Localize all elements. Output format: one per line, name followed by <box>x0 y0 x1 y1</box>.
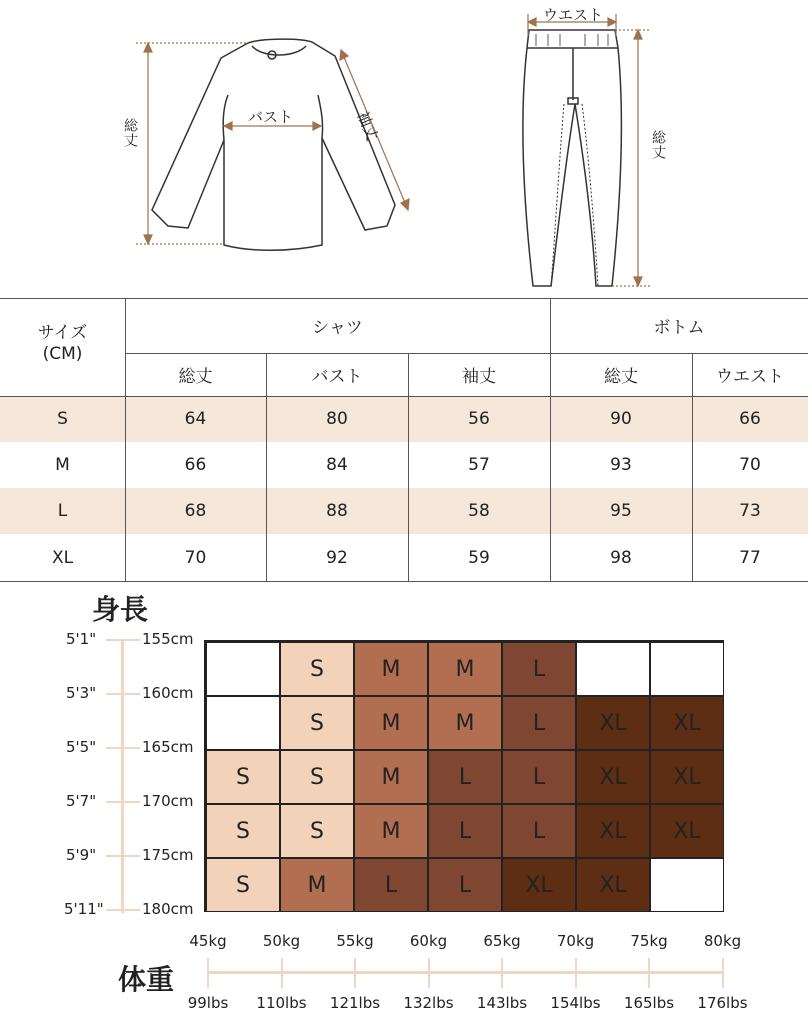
weight-lbs-label: 154lbs <box>550 994 601 1012</box>
weight-kg-label: 60kg <box>409 932 448 950</box>
height-tick <box>106 747 140 749</box>
table-cell: 70 <box>739 455 761 475</box>
table-cell: 58 <box>468 501 490 521</box>
size-table <box>0 298 808 582</box>
unit-label: (CM) <box>42 344 83 364</box>
weight-lbs-label: 165lbs <box>623 994 675 1012</box>
weight-kg-label: 55kg <box>336 932 374 950</box>
size-grid-cell: L <box>502 642 576 696</box>
size-grid-cell: S <box>280 750 354 804</box>
pants-measure-lines <box>528 14 650 286</box>
size-grid-cell: S <box>280 804 354 858</box>
weight-lbs-label: 121lbs <box>329 994 381 1012</box>
size-grid-cell: M <box>354 642 428 696</box>
weight-kg-label: 70kg <box>556 932 595 950</box>
height-tick <box>106 639 140 641</box>
height-cm-label: 155cm <box>142 630 194 648</box>
size-grid-cell: S <box>280 642 354 696</box>
size-grid-cell: XL <box>502 858 576 912</box>
size-grid-cell <box>650 858 724 912</box>
pants-drawing <box>523 30 621 286</box>
height-tick <box>106 909 140 911</box>
size-grid-cell: S <box>206 804 280 858</box>
size-grid-cell: XL <box>576 696 650 750</box>
height-tick <box>106 855 140 857</box>
height-cm-label: 160cm <box>142 684 194 702</box>
weight-lbs-label: 132lbs <box>403 994 454 1012</box>
weight-tick <box>281 958 283 988</box>
weight-lbs-label: 110lbs <box>256 994 307 1012</box>
size-grid-cell: XL <box>650 804 724 858</box>
size-cell: S <box>57 409 68 429</box>
table-cell: 88 <box>326 501 348 521</box>
table-cell: 68 <box>184 501 207 521</box>
size-grid-cell: XL <box>650 750 724 804</box>
weight-kg-label: 45kg <box>189 932 227 950</box>
size-grid-cell: L <box>354 858 428 912</box>
table-cell: 77 <box>739 547 761 568</box>
weight-lbs-label: 99lbs <box>187 994 229 1012</box>
size-grid-cell: M <box>428 696 502 750</box>
height-ft-label: 5'7" <box>66 792 97 810</box>
height-tick <box>106 693 140 695</box>
pants-waist-label: ウエスト <box>543 6 604 24</box>
height-ft-label: 5'1" <box>66 630 97 648</box>
size-grid-cell: L <box>502 696 576 750</box>
size-grid-cell: L <box>502 804 576 858</box>
garment-illustration <box>0 0 808 298</box>
table-cell: 84 <box>326 455 348 475</box>
shirt-bust-label: バスト <box>248 108 294 126</box>
height-ft-label: 5'9" <box>66 846 97 864</box>
size-grid <box>204 640 724 912</box>
size-cell: M <box>55 455 70 475</box>
height-axis <box>121 640 124 913</box>
weight-axis <box>208 971 724 974</box>
size-grid-cell: M <box>354 696 428 750</box>
weight-tick <box>501 958 503 988</box>
column-header: 袖丈 <box>462 367 496 387</box>
weight-tick <box>575 958 577 988</box>
shirt-drawing <box>152 39 395 250</box>
height-cm-label: 165cm <box>142 738 194 756</box>
bottom-group-header: ボトム <box>653 318 705 338</box>
height-cm-label: 175cm <box>142 846 194 864</box>
size-grid-cell: XL <box>650 696 724 750</box>
size-grid-cell: XL <box>576 750 650 804</box>
table-cell: 93 <box>610 455 632 475</box>
size-grid-cell <box>650 642 724 696</box>
size-grid-cell: S <box>206 750 280 804</box>
table-cell: 92 <box>326 547 348 568</box>
table-cell: 98 <box>610 547 632 568</box>
table-cell: 66 <box>184 455 207 475</box>
column-header: 総丈 <box>178 367 213 387</box>
height-tick <box>106 801 140 803</box>
table-cell: 66 <box>739 409 761 429</box>
height-ft-label: 5'3" <box>66 684 97 702</box>
weight-title: 体重 <box>118 963 175 996</box>
size-grid-cell: XL <box>576 804 650 858</box>
size-cell: L <box>57 501 68 521</box>
pants-total-length-label: 総丈 <box>650 130 666 160</box>
weight-lbs-label: 176lbs <box>697 994 748 1012</box>
table-cell: 73 <box>739 501 761 521</box>
shirt-group-header: シャツ <box>312 318 363 338</box>
size-grid-cell: S <box>206 858 280 912</box>
height-ft-label: 5'11" <box>64 900 104 918</box>
weight-tick <box>648 958 650 988</box>
size-grid-cell: XL <box>576 858 650 912</box>
column-header: バスト <box>311 367 363 387</box>
table-cell: 56 <box>468 409 490 429</box>
weight-lbs-label: 143lbs <box>476 994 528 1012</box>
size-cell: XL <box>51 547 74 568</box>
size-grid-cell: L <box>502 750 576 804</box>
weight-tick <box>722 958 724 988</box>
weight-tick <box>354 958 356 988</box>
height-ft-label: 5'5" <box>66 738 97 756</box>
height-cm-label: 170cm <box>142 792 194 810</box>
size-grid-cell: S <box>280 696 354 750</box>
shirt-sleeve-label: 袖丈 <box>353 108 382 144</box>
shirt-total-length-label: 総丈 <box>122 118 138 148</box>
weight-tick <box>428 958 430 988</box>
height-title: 身長 <box>92 593 149 626</box>
weight-kg-label: 80kg <box>703 932 742 950</box>
size-grid-cell <box>206 642 280 696</box>
weight-kg-label: 65kg <box>483 932 521 950</box>
size-grid-cell: M <box>354 804 428 858</box>
size-header: サイズ <box>37 322 88 343</box>
weight-kg-label: 50kg <box>262 932 301 950</box>
table-cell: 70 <box>184 547 207 568</box>
table-cell: 57 <box>468 455 490 475</box>
size-grid-cell <box>576 642 650 696</box>
size-grid-cell: M <box>280 858 354 912</box>
height-cm-label: 180cm <box>142 900 194 918</box>
table-cell: 64 <box>184 409 207 429</box>
table-cell: 95 <box>610 501 632 521</box>
size-grid-cell: L <box>428 750 502 804</box>
column-header: 総丈 <box>604 367 638 387</box>
weight-kg-label: 75kg <box>630 932 668 950</box>
size-grid-cell: L <box>428 858 502 912</box>
table-cell: 80 <box>326 409 348 429</box>
size-grid-cell: M <box>428 642 502 696</box>
size-grid-cell <box>206 696 280 750</box>
table-cell: 59 <box>468 547 490 568</box>
table-cell: 90 <box>610 409 632 429</box>
column-header: ウエスト <box>716 367 784 387</box>
size-grid-cell: L <box>428 804 502 858</box>
shirt-measure-lines <box>136 43 409 244</box>
size-grid-cell: M <box>354 750 428 804</box>
weight-tick <box>207 958 209 988</box>
